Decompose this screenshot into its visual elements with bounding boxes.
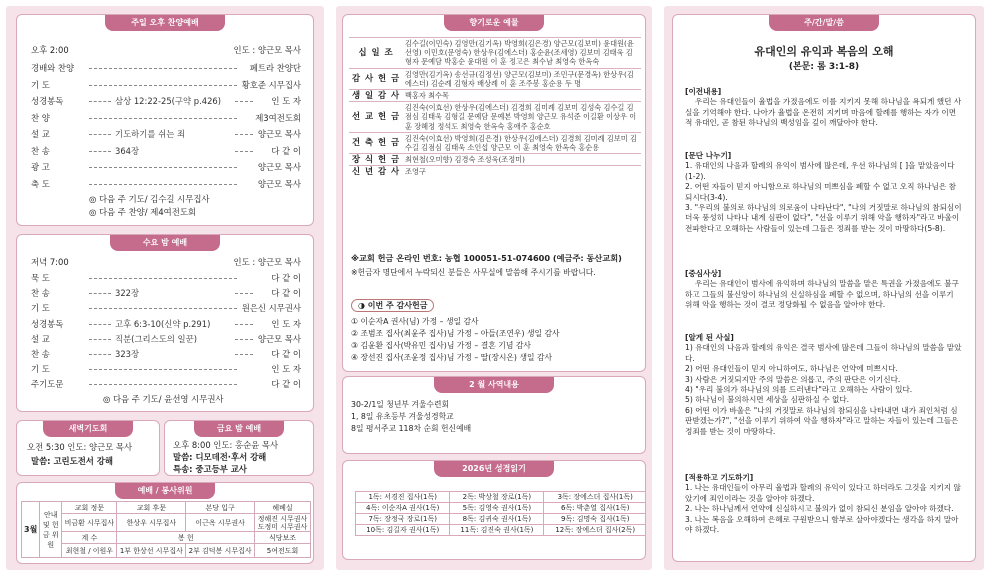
- wednesday-row: [31, 332, 301, 346]
- wednesday-row-label: 설 교: [31, 333, 50, 344]
- sunday-row-label: 경배와 찬양: [31, 63, 75, 73]
- bible-cell: 10독: 김길자 권사(1독): [356, 525, 450, 536]
- leader-dashes: [89, 68, 237, 69]
- duty-header: 교회 후문: [117, 502, 186, 514]
- panel-left: [6, 6, 324, 570]
- wednesday-service-box: [16, 234, 314, 412]
- wednesday-row: [31, 317, 301, 331]
- duty-cell: 1부 한상선 시무집사: [117, 544, 186, 558]
- offering-names: 김진숙(이효선) 한상우(김에스더) 김경희 김미례 김보미 김성숙 김수길 김점심 김태욱 김형길 문예담 문예본 박영희 양근모 유석준 이길환 이상우 이 훈 장혜정 정석도 최영숙 한옥숙 홍애주 홍순호: [403, 102, 641, 133]
- panel-middle: [336, 6, 652, 570]
- friday-service-box: [164, 420, 314, 476]
- offering-names: 김진숙(이효선) 박영희(김은경) 한상우(김에스더) 김경희 김미례 김보미 김수길 김점심 김태욱 소인섭 양근모 이 훈 최영숙 한옥숙 홍순용: [403, 132, 641, 153]
- friday-service-title: 금요 밤 예배: [194, 421, 284, 437]
- leader-dashes: [235, 101, 253, 102]
- leader-dashes: [89, 85, 237, 86]
- offering-row: [349, 166, 641, 178]
- wednesday-row-content: 고후 6:3-10(신약 p.291): [115, 318, 211, 329]
- wednesday-row: [31, 362, 301, 376]
- bible-cell: 3독: 장에스더 집사(1독): [544, 492, 646, 503]
- section-previous-heading: [이전내용]: [685, 87, 722, 96]
- plan-box: [342, 376, 646, 454]
- offering-category: 건 축 헌 금: [349, 132, 403, 153]
- offering-category: 감 사 헌 금: [349, 68, 403, 89]
- apply-item: 3. 나는 복음을 오해하여 은혜로 구원받으니 함부로 살아야겠다는 생각을 하지 말아야 하겠다.: [685, 514, 959, 535]
- section-central: [685, 269, 963, 311]
- leader-dashes: [89, 278, 237, 279]
- duty-month: 3월: [22, 502, 40, 558]
- sunday-row-person: 다 같 이: [271, 145, 301, 156]
- offering-box: [342, 14, 646, 372]
- plan-line: 8일 평서주교 118차 순회 헌신예배: [351, 424, 472, 433]
- offering-names: 최현철(오미향) 김경숙 조성욱(조정미): [403, 154, 641, 166]
- bible-row: [356, 514, 647, 525]
- wednesday-row-label: 주기도문: [31, 379, 64, 390]
- sunday-row-person: 페트라 찬양단: [249, 63, 301, 73]
- dawn-prayer-title: 새벽기도회: [43, 421, 133, 437]
- offering-names: 김수길(이민숙) 김영만(김기옥) 박영희(김은경) 양근모(김보미) 윤대원(윤선영) 이민호(문영숙) 한상우(김에스더) 홍순윤(조세영) 김보미 김태욱 김형자 문예담 박홍순 윤대원 이 훈 정고은 최수남 최영숙 한옥숙: [403, 38, 641, 69]
- sunday-row-person: 인 도 자: [271, 96, 301, 106]
- wednesday-row-person: 원은신 시무권사: [241, 303, 301, 314]
- bible-cell: 9독: 김명숙 집사(1독): [544, 514, 646, 525]
- section-divisions-heading: [문단 나누기]: [685, 151, 732, 160]
- sunday-row: [31, 61, 301, 75]
- wednesday-row: [31, 347, 301, 361]
- dawn-prayer-sermon: 말씀: 고린도전서 강해: [31, 456, 113, 466]
- thanks-item: ④ 장선진 집사(조윤정 집사)님 가정 – 딸(장시온) 생일 감사: [351, 353, 553, 362]
- bible-cell: 5독: 김영숙 권사(1독): [450, 503, 544, 514]
- wednesday-row-person: 다 같 이: [271, 273, 301, 283]
- duty-cell: 5여전도회: [255, 544, 311, 558]
- division-item: 1. 유대인의 나음과 할례의 유익이 범사에 많은데, 우선 하나님의 [ ]을 맡았음이다(1-2).: [685, 161, 955, 181]
- sunday-row-label: 기 도: [31, 79, 50, 90]
- offering-names: 김영만(김기옥) 송선규(김정선) 양근모(김보미) 조민구(문경옥) 한상우(김에스더) 김순례 김형자 배상례 이 훈 조주봉 홍순용 두 명: [403, 68, 641, 89]
- dawn-prayer-time: 오전 5:30 인도: 양근모 목사: [27, 442, 133, 452]
- wednesday-row-label: 기 도: [31, 303, 50, 314]
- leader-dashes: [235, 339, 253, 340]
- division-item: 2. 어떤 자들이 믿지 아니함으로 하나님의 미쁘심을 폐할 수 없고 오직 하나님은 참되시다(3-4).: [685, 182, 956, 202]
- duty-role: 안내 및 헌금 위원: [40, 502, 62, 558]
- panel-right: [664, 6, 984, 570]
- wednesday-row-label: 묵 도: [31, 273, 50, 283]
- fact-item: 6) 어떤 이가 바울은 "나의 거짓말로 하나님의 참되심을 나타내면 내가 죄인처럼 심판받겠는가?", "선을 이루기 위하여 악을 행하자"라고 말하는 자들이 있는데 그들은 정죄를 받는 것이 마땅하다.: [685, 405, 959, 436]
- wednesday-row-person: 다 같 이: [271, 349, 301, 359]
- leader-dashes: [89, 151, 111, 152]
- fact-item: 1) 유대인의 나음과 할례의 유익은 결국 범사에 많은데 그들이 하나님의 말씀을 맡았다.: [685, 343, 962, 363]
- bible-cell: 8독: 김귀숙 권사(1독): [450, 514, 544, 525]
- section-facts-heading: [알게 된 사실]: [685, 333, 734, 342]
- duty-title: 예배 / 봉사위원: [115, 483, 215, 499]
- wednesday-row-person: 양근모 목사: [257, 333, 301, 344]
- offering-category: 장 식 헌 금: [349, 154, 403, 166]
- section-divisions: [685, 151, 963, 234]
- wednesday-time-row: [31, 255, 301, 269]
- thanks-item: ② 조범조 집사(최윤주 집사)님 가정 – 아들(조연우) 생일 감사: [351, 329, 560, 338]
- sunday-row: [31, 177, 301, 191]
- wednesday-row-content: 322장: [115, 288, 140, 299]
- duty-cell: 2부 김덕봉 시무집사: [186, 544, 255, 558]
- duty-cell: 한상우 시무집사: [117, 514, 186, 532]
- offering-category: 생 일 감 사: [349, 90, 403, 102]
- dawn-prayer-box: [16, 420, 160, 476]
- bible-cell: 1독: 서경진 집사(1독): [356, 492, 450, 503]
- sunday-row-person: 양근모 목사: [257, 129, 301, 139]
- leader-dashes: [89, 354, 111, 355]
- sunday-next-praise: ◎ 다음 주 찬양/ 제4여전도회: [89, 207, 197, 217]
- bible-cell: 7독: 장정국 장로(1독): [356, 514, 450, 525]
- fact-item: 5) 하나님이 불의하시면 세상을 심판하실 수 없다.: [685, 395, 850, 405]
- apply-item: 1. 나는 유대인들이 아무리 율법과 할례의 유익이 있다고 하더라도 그것을 지키지 않았기에 죄인이라는 것을 알아야 하겠다.: [685, 483, 961, 503]
- sunday-row: [31, 111, 301, 125]
- friday-service-sermon: 말씀: 디모데전·후서 강해: [173, 452, 267, 462]
- sunday-row-person: 제3여전도회: [255, 112, 301, 123]
- bible-row: [356, 525, 647, 536]
- sunday-row-person: 양근모 목사: [257, 162, 301, 172]
- fact-item: 2) 어떤 유대인들이 믿지 아니하여도, 하나님은 언약에 미쁘시다.: [685, 364, 898, 374]
- leader-dashes: [89, 339, 111, 340]
- duty-cell: 비금환 시무집사: [62, 514, 117, 532]
- wednesday-row-person: 인 도 자: [271, 318, 301, 329]
- offering-table: [349, 37, 641, 178]
- sunday-row: [31, 144, 301, 158]
- friday-service-time: 오후 8:00 인도: 홍순윤 목사: [173, 440, 279, 450]
- wednesday-row: [31, 271, 301, 285]
- offering-row: [349, 68, 641, 89]
- leader-dashes: [89, 101, 111, 102]
- apply-item: 2. 나는 하나님께서 언약에 신실하시고 불의가 없이 참되신 분임을 알아야 하겠다.: [685, 504, 954, 514]
- sunday-row-content: 삼상 12:22-25(구약 p.426): [115, 96, 221, 106]
- sunday-service-title: 주일 오후 찬양예배: [105, 15, 225, 31]
- offering-row: [349, 102, 641, 133]
- leader-dashes: [89, 324, 111, 325]
- sunday-row: [31, 94, 301, 108]
- weekly-word-tab: 주/간/말/씀: [769, 15, 879, 31]
- thanks-item: ① 이순자A 권사(님) 가정 – 생일 감사: [351, 317, 479, 326]
- duty-header: 교회 정문: [62, 502, 117, 514]
- wednesday-row: [31, 286, 301, 300]
- section-previous-text: 우리는 유대인들이 율법을 가졌음에도 이를 지키지 못해 하나님을 욕되게 했던 사실을 기억해야 한다. 나아가 율법을 온전히 지키며 마음에 할례를 행하는 자가 이면적 유대인, 곧 참된 하나님의 백성임을 깊이 깨달아야 한다.: [685, 97, 962, 128]
- wednesday-row-content: 직분(그리스도의 일꾼): [115, 333, 198, 344]
- wednesday-row: [31, 301, 301, 315]
- weekly-word-box: [672, 14, 976, 562]
- sunday-time: 오후 2:00: [31, 45, 69, 55]
- sunday-row-person: 황호준 시무집사: [241, 79, 301, 90]
- leader-dashes: [89, 184, 237, 185]
- sunday-time-row: [31, 43, 301, 57]
- sunday-leader: 인도 : 양근모 목사: [233, 45, 301, 55]
- friday-service-special: 특송: 중고등부 교사: [173, 464, 247, 474]
- wednesday-row-person: 다 같 이: [271, 288, 301, 299]
- leader-dashes: [235, 134, 253, 135]
- offering-names: 조영구: [403, 166, 641, 178]
- leader-dashes: [89, 369, 237, 370]
- wednesday-row-label: 찬 송: [31, 349, 50, 359]
- bible-reading-table: [355, 491, 646, 536]
- wednesday-next-prayer: ◎ 다음 주 기도/ 윤선영 시무권사: [103, 394, 224, 404]
- duty-header: 계 수: [62, 532, 117, 544]
- offering-account: ※교회 헌금 온라인 번호: 농협 100051-51-074600 (예금주: 동산교회): [351, 253, 622, 263]
- offering-names: 백홍자 최수목: [403, 90, 641, 102]
- sunday-row-label: 축 도: [31, 178, 50, 189]
- offering-title: 향기로운 예물: [444, 15, 544, 31]
- wednesday-row-label: 성경봉독: [31, 318, 64, 329]
- duty-header: 봉 헌: [117, 532, 255, 544]
- offering-row: [349, 132, 641, 153]
- sunday-service-box: [16, 14, 314, 226]
- bible-row: [356, 492, 647, 503]
- sunday-row: [31, 78, 301, 92]
- plan-line: 1, 8일 유초등부 겨울성경학교: [351, 412, 454, 421]
- sunday-row-content: 364장: [115, 145, 140, 156]
- sunday-row-label: 설 교: [31, 129, 50, 139]
- wednesday-leader: 인도 : 양근모 목사: [233, 257, 301, 267]
- sermon-subtitle: (본문: 롬 3:1-8): [788, 62, 860, 72]
- wednesday-row-person: 인 도 자: [271, 364, 301, 375]
- section-central-heading: [중심사상]: [685, 269, 722, 278]
- bible-row: [356, 503, 647, 514]
- sermon-title: 유대인의 유익과 복음의 오해: [754, 45, 894, 58]
- leader-dashes: [235, 324, 253, 325]
- section-previous: [685, 87, 963, 129]
- wednesday-time: 저녁 7:00: [31, 257, 69, 267]
- leader-dashes: [235, 354, 253, 355]
- wednesday-row-label: 기 도: [31, 364, 50, 375]
- sunday-row-label: 성경봉독: [31, 96, 64, 106]
- fact-item: 4) "우리 불의가 하나님의 의를 드러낸다"라고 오해하는 사람이 있다.: [685, 385, 913, 395]
- sunday-next-prayer: ◎ 다음 주 기도/ 김수길 시무집사: [89, 194, 210, 204]
- leader-dashes: [89, 118, 237, 119]
- bible-reading-title: 2026년 성경읽기: [434, 461, 554, 477]
- thanks-subtitle: ◑ 이번 주 감사헌금: [351, 299, 434, 312]
- section-facts: [685, 333, 963, 437]
- fact-item: 3) 사람은 거짓되지만 주의 말씀은 의롭고, 주의 판단은 이기신다.: [685, 374, 901, 384]
- bible-cell: 4독: 이순자A 권사(1독): [356, 503, 450, 514]
- leader-dashes: [235, 293, 253, 294]
- plan-line: 30-2/1일 청년부 겨울수련회: [351, 400, 450, 409]
- sunday-row-label: 찬 양: [31, 112, 50, 123]
- leader-dashes: [89, 308, 237, 309]
- wednesday-row: [31, 377, 301, 391]
- offering-category: 신 년 감 사: [349, 166, 403, 178]
- duty-cell: 이근옥 시무권사: [186, 514, 255, 532]
- offering-row: [349, 90, 641, 102]
- duty-box: [16, 482, 314, 564]
- section-central-text: 우리는 유대인이 범사에 유익하며 하나님의 말씀을 맡은 특권을 가졌음에도 불구하고 그들의 불신앙이 하나님의 신실하심을 폐할 수 없으며, 하나님의 선을 이루기 위해 악을 행하는 것이 결코 정당화될 수 없음을 알아야 한다.: [685, 279, 959, 310]
- bible-reading-box: [342, 460, 646, 560]
- wednesday-row-label: 찬 송: [31, 288, 50, 299]
- wednesday-row-person: 다 같 이: [271, 379, 301, 390]
- duty-cell: 정해진 시무권사 도정미 시무권사: [255, 514, 311, 532]
- offering-row: [349, 154, 641, 166]
- thanks-item: ③ 김윤환 집사(박유민 집사)님 가정 – 결혼 기념 감사: [351, 341, 531, 350]
- duty-header: 식당보조: [255, 532, 311, 544]
- division-item: 3. "우리의 불의로 하나님의 의로움이 나타난다", "나의 거짓말로 하나님의 참되심이 더욱 풍성히 나타나 내게 심판이 없다", "선을 이루기 위해 악을 행하자"라고 바울이 전파한다고 오해하는 사람들이 있는데 그들은 정죄를 받는 것이 마땅하다(5-8).: [685, 203, 962, 233]
- leader-dashes: [89, 134, 111, 135]
- leader-dashes: [235, 151, 253, 152]
- section-apply-heading: [적용하고 기도하기]: [685, 473, 754, 482]
- bible-cell: 11독: 김진숙 권사(1독): [450, 525, 544, 536]
- duty-header: 본당 입구: [186, 502, 255, 514]
- duty-header: 헤베실: [255, 502, 311, 514]
- bible-cell: 2독: 박상철 장로(1독): [450, 492, 544, 503]
- bible-cell: 12독: 장에스더 집사(2독): [544, 525, 646, 536]
- offering-category: 십 일 조: [349, 38, 403, 69]
- sunday-row-label: 광 고: [31, 162, 50, 172]
- leader-dashes: [89, 293, 111, 294]
- wednesday-service-title: 수요 밤 예배: [110, 235, 220, 251]
- duty-cell: 최현철 / 이원우: [62, 544, 117, 558]
- leader-dashes: [89, 384, 237, 385]
- offering-category: 선 교 헌 금: [349, 102, 403, 133]
- leader-dashes: [89, 167, 237, 168]
- bible-cell: 6독: 박춘열 집사(1독): [544, 503, 646, 514]
- sunday-row: [31, 160, 301, 174]
- sunday-row-content: 기도하기를 쉬는 죄: [115, 129, 186, 139]
- wednesday-row-content: 323장: [115, 349, 140, 359]
- offering-note: ※헌금자 명단에서 누락되신 분들은 사무실에 말씀해 주시기를 바랍니다.: [351, 268, 596, 277]
- sunday-row-person: 양근모 목사: [257, 178, 301, 189]
- offering-row: [349, 38, 641, 69]
- duty-table: [21, 501, 311, 558]
- sunday-row: [31, 127, 301, 141]
- section-apply: [685, 473, 963, 535]
- plan-title: 2 월 사역내용: [434, 377, 554, 393]
- sunday-row-label: 찬 송: [31, 145, 50, 156]
